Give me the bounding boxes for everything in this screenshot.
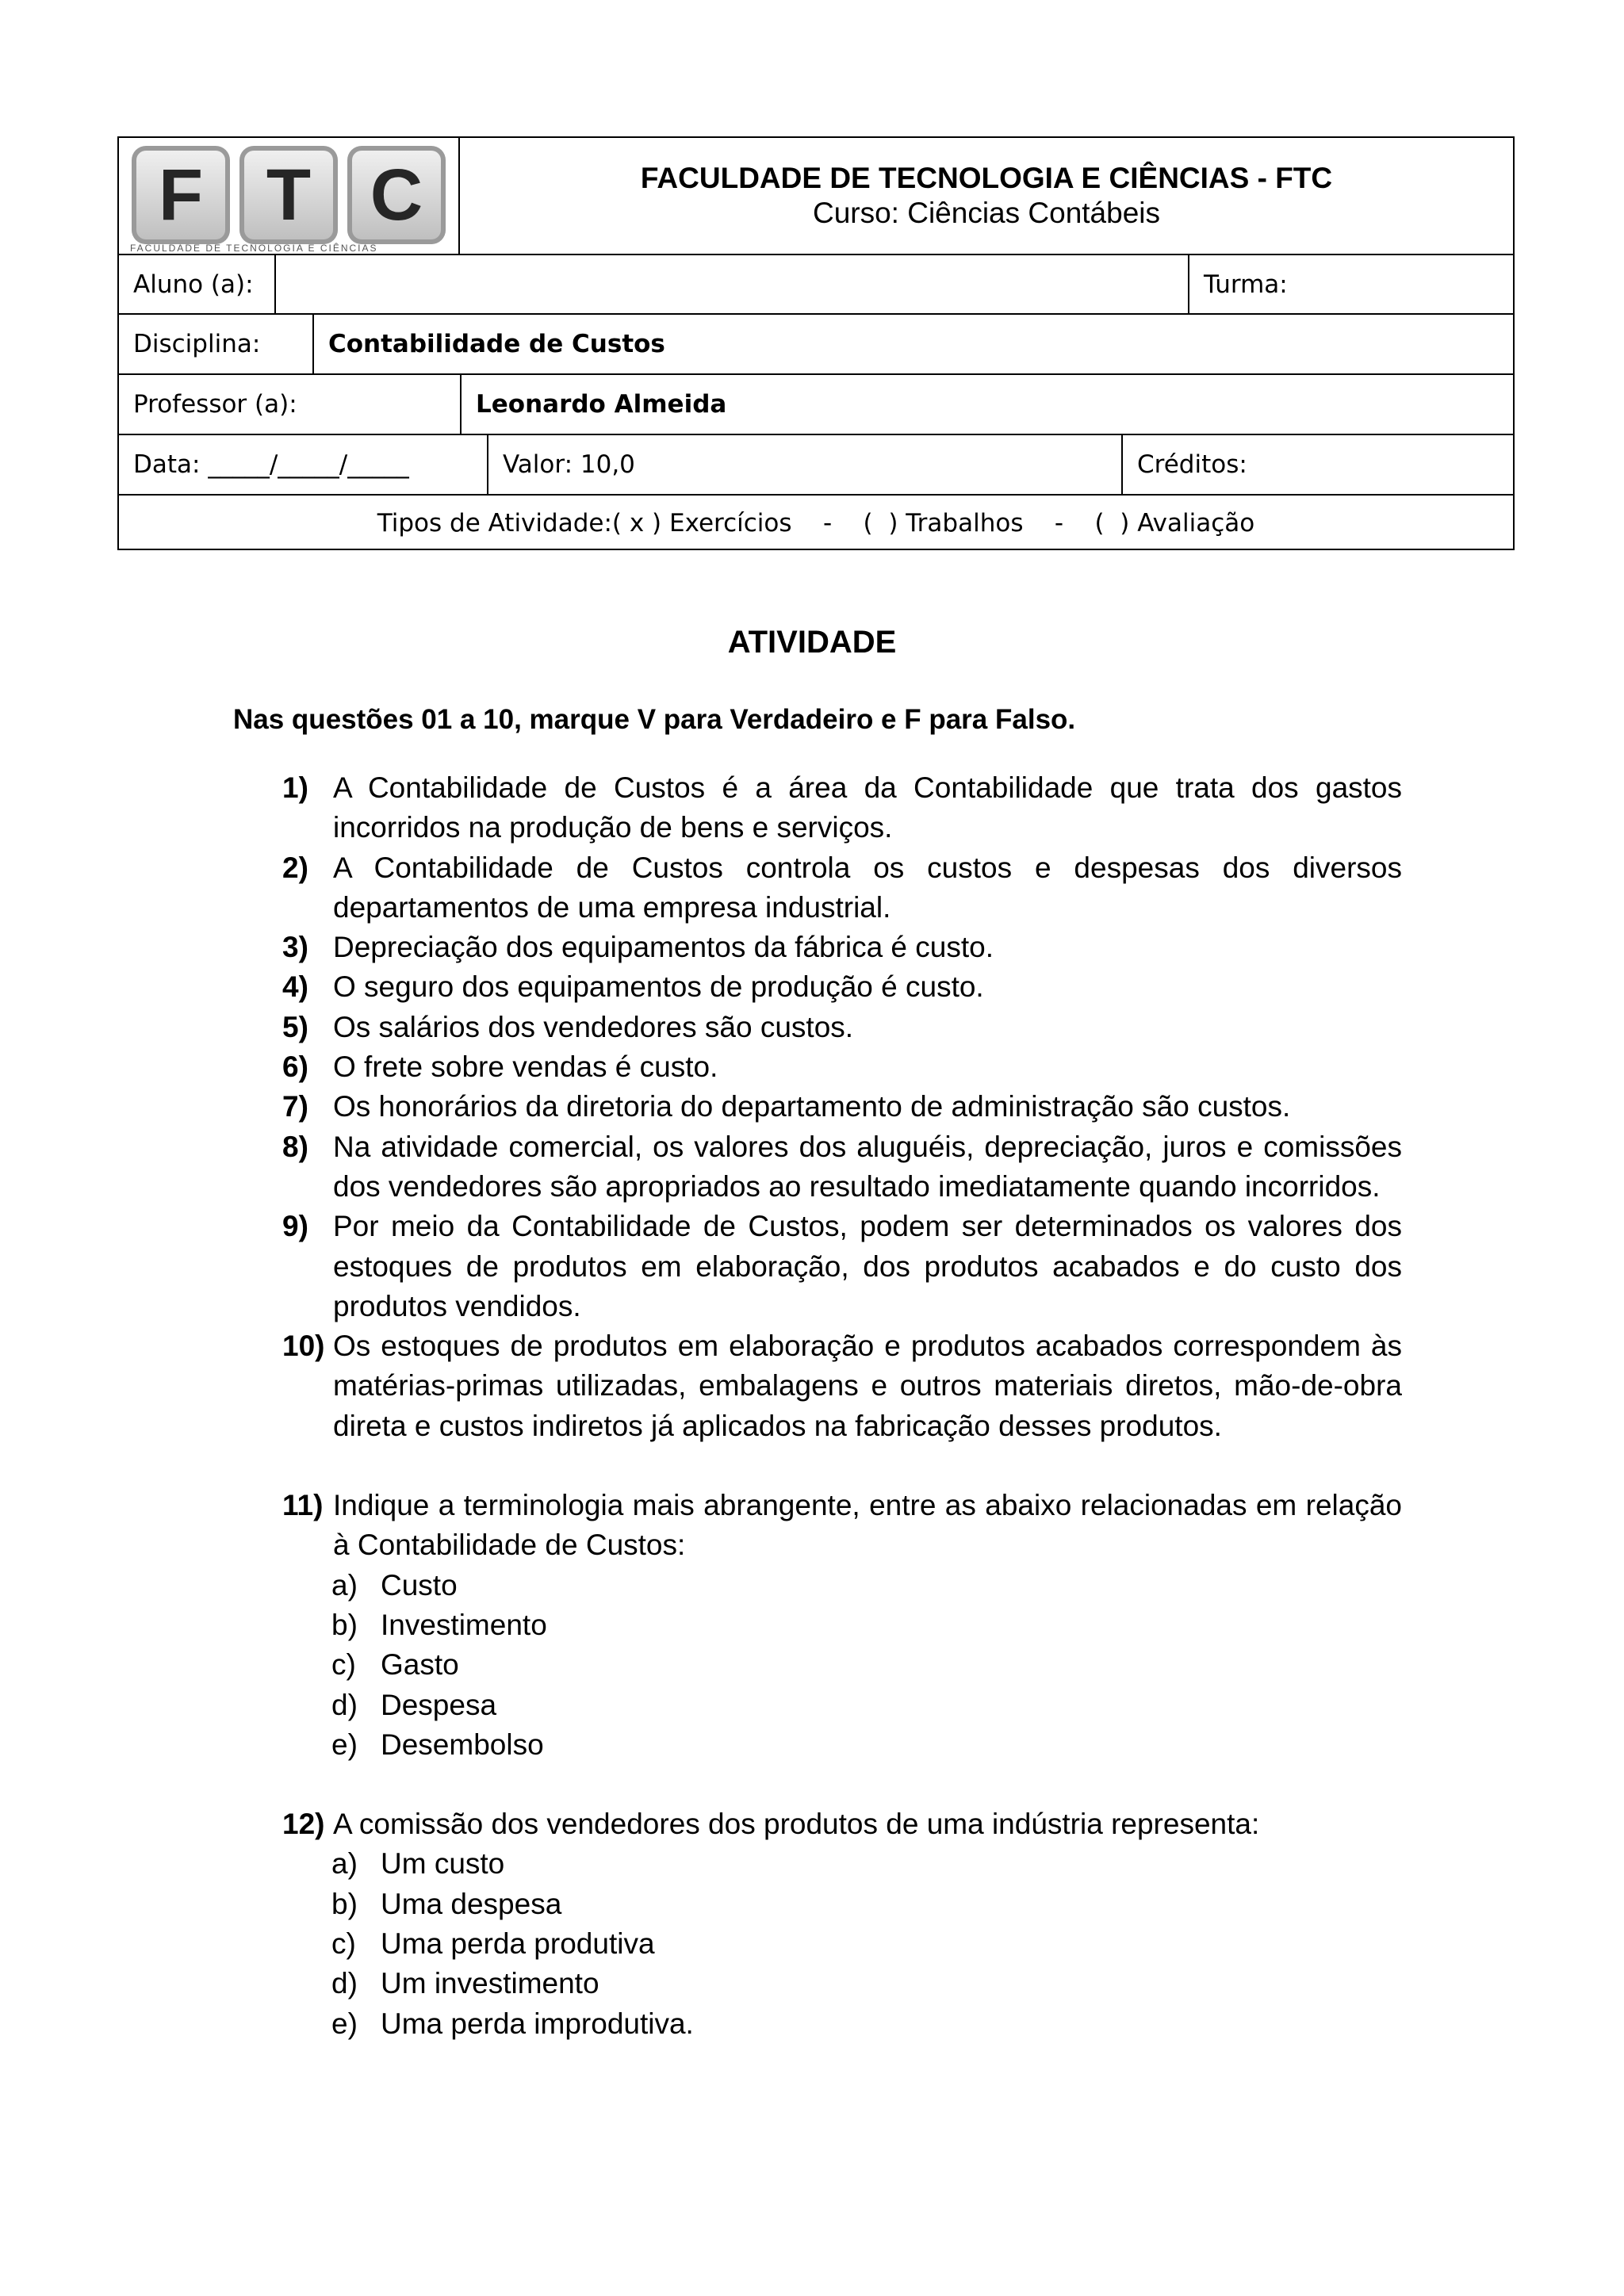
spacer — [282, 1446, 1402, 1486]
question-item — [282, 1207, 1402, 1326]
question-number: 1) — [282, 771, 308, 804]
question-number: 6) — [282, 1050, 308, 1084]
header-table — [117, 136, 1515, 550]
question-item — [282, 1008, 1402, 1047]
option-letter: b) — [331, 1887, 358, 1920]
spacer — [282, 1765, 1402, 1804]
option-item — [282, 1885, 1402, 1924]
question-number: 9) — [282, 1210, 308, 1243]
header-row-disciplina — [119, 315, 1513, 375]
logo-letter-f: F — [132, 146, 230, 244]
question-number: 5) — [282, 1010, 308, 1043]
question-number: 4) — [282, 970, 308, 1004]
option-text: Uma perda improdutiva. — [381, 2007, 694, 2040]
option-text: Gasto — [381, 1648, 459, 1682]
option-letter: b) — [331, 1608, 358, 1641]
professor-label: Professor (a): — [133, 390, 297, 419]
option-text: Uma perda produtiva — [381, 1927, 655, 1961]
question-text: A comissão dos vendedores dos produtos de uma indústria representa: — [333, 1808, 1260, 1841]
question-item — [282, 1326, 1402, 1446]
option-text: Desembolso — [381, 1728, 544, 1761]
option-letter: c) — [331, 1927, 356, 1961]
option-item — [282, 1686, 1402, 1725]
option-item — [282, 1844, 1402, 1884]
question-text: A Contabilidade de Custos controla os custos e despesas dos diversos departamentos de uma empresa industrial. — [333, 851, 1402, 924]
ftc-logo — [119, 138, 460, 254]
question-text: Depreciação dos equipamentos da fábrica é custo. — [333, 931, 994, 964]
question-number: 7) — [282, 1090, 308, 1123]
option-item — [282, 1964, 1402, 2003]
institution-block — [460, 138, 1513, 254]
header-row-data — [119, 435, 1513, 496]
question-text: Indique a terminologia mais abrangente, entre as abaixo relacionadas em relação à Contabilidade de Custos: — [333, 1489, 1402, 1562]
option-text: Investimento — [381, 1608, 547, 1641]
question-text: O seguro dos equipamentos de produção é custo. — [333, 970, 984, 1004]
question-number: 11) — [282, 1489, 324, 1522]
disciplina-label: Disciplina: — [133, 330, 261, 358]
option-letter: d) — [331, 1688, 358, 1721]
question-item — [282, 928, 1402, 967]
activity-title: ATIVIDADE — [727, 625, 897, 660]
question-text: A Contabilidade de Custos é a área da Contabilidade que trata dos gastos incorridos na produção de bens e serviços. — [333, 771, 1402, 844]
turma-label: Turma: — [1188, 255, 1513, 313]
questions-list — [282, 768, 1402, 2044]
question-item — [282, 1127, 1402, 1207]
disciplina-value: Contabilidade de Custos — [312, 315, 1513, 373]
valor-label: Valor: 10,0 — [487, 435, 1240, 494]
question-12 — [282, 1804, 1402, 1844]
option-item — [282, 1924, 1402, 1964]
option-letter: e) — [331, 2007, 358, 2040]
institution-name: FACULDADE DE TECNOLOGIA E CIÊNCIAS - FTC — [640, 162, 1333, 194]
option-text: Um investimento — [381, 1967, 599, 2000]
header-row-institution — [119, 138, 1513, 255]
question-number: 2) — [282, 851, 308, 884]
option-letter: c) — [331, 1648, 356, 1682]
option-text: Um custo — [381, 1847, 505, 1881]
question-number: 3) — [282, 931, 308, 964]
professor-value: Leonardo Almeida — [460, 375, 1513, 434]
question-11 — [282, 1486, 1402, 1566]
option-letter: d) — [331, 1967, 358, 2000]
question-text: O frete sobre vendas é custo. — [333, 1050, 718, 1084]
question-number: 8) — [282, 1130, 308, 1163]
question-text: Os honorários da diretoria do departamento de administração são custos. — [333, 1090, 1291, 1123]
option-letter: a) — [331, 1568, 358, 1601]
question-text: Na atividade comercial, os valores dos aluguéis, depreciação, juros e comissões dos vendedores são apropriados ao resultado imediatamente quando incorridos. — [333, 1130, 1402, 1203]
option-letter: a) — [331, 1847, 358, 1881]
data-field: Data: _____/_____/_____ — [133, 450, 409, 479]
course-name: Curso: Ciências Contábeis — [812, 197, 1161, 229]
option-text: Custo — [381, 1568, 458, 1601]
option-item — [282, 1725, 1402, 1765]
aluno-label: Aluno (a): — [133, 270, 254, 299]
logo-tagline: FACULDADE DE TECNOLOGIA E CIÊNCIAS — [130, 243, 378, 254]
question-item — [282, 1087, 1402, 1127]
tipos-atividade: Tipos de Atividade:( x ) Exercícios - ( ) Trabalhos - ( ) Avaliação — [377, 508, 1255, 538]
question-number: 12) — [282, 1808, 325, 1841]
question-item — [282, 768, 1402, 848]
option-item — [282, 1566, 1402, 1605]
question-item — [282, 1047, 1402, 1087]
logo-letter-t: T — [239, 146, 338, 244]
creditos-label: Créditos: — [1121, 435, 1513, 494]
option-text: Uma despesa — [381, 1887, 562, 1920]
instruction-text: Nas questões 01 a 10, marque V para Verdadeiro e F para Falso. — [233, 704, 1076, 735]
option-letter: e) — [331, 1728, 358, 1761]
option-text: Despesa — [381, 1688, 497, 1721]
option-item — [282, 2004, 1402, 2044]
question-text: Os estoques de produtos em elaboração e produtos acabados correspondem às matérias-primas utilizadas, embalagens e outros materiais diretos, mão-de-obra direta e custos indiretos já aplicados na fabricação desses produtos. — [333, 1330, 1402, 1442]
header-row-tipos — [119, 496, 1513, 550]
question-text: Por meio da Contabilidade de Custos, podem ser determinados os valores dos estoques de produtos em elaboração, dos produtos acabados e do custo dos produtos vendidos. — [333, 1210, 1402, 1322]
header-row-aluno — [119, 255, 1513, 315]
option-item — [282, 1645, 1402, 1685]
question-text: Os salários dos vendedores são custos. — [333, 1010, 854, 1043]
question-item — [282, 967, 1402, 1007]
aluno-field[interactable] — [274, 255, 1307, 313]
question-item — [282, 848, 1402, 928]
question-number: 10) — [282, 1330, 325, 1363]
option-item — [282, 1605, 1402, 1645]
logo-letter-c: C — [347, 146, 446, 244]
header-row-professor — [119, 375, 1513, 435]
